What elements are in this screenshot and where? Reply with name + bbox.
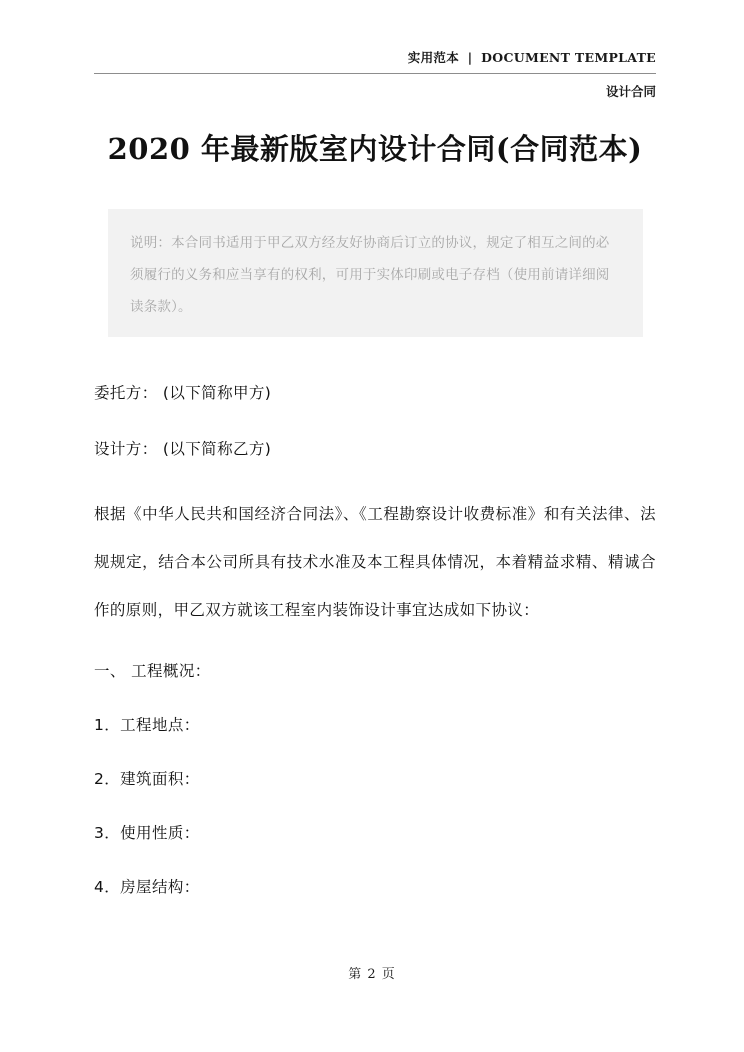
section-heading-one: 一、 工程概况： [94,662,211,680]
header-subtitle: 设计合同 [605,84,656,99]
list-item: 4．房屋结构： [94,878,200,896]
page-title: 2020 年最新版室内设计合同(合同范本) [107,132,643,166]
party-b-line: 设计方： (以下简称乙方) [94,440,272,458]
page-header [94,48,656,100]
list-item: 3．使用性质： [94,824,200,842]
header-brand-en: DOCUMENT TEMPLATE [481,50,656,65]
preamble-paragraph: 根据《中华人民共和国经济合同法》、《工程勘察设计收费标准》和有关法律、法规规定，结合本公司所具有技术水准及本工程具体情况，本着精益求精、精诚合作的原则，甲乙双方就该工程室内装饰设计事宜达成如下协议： [94,505,656,619]
party-a-line: 委托方： (以下简称甲方) [94,384,272,402]
document-body [94,378,656,926]
header-separator: | [467,50,473,65]
header-brand [94,48,656,73]
notice-box [108,209,643,337]
list-item: 1．工程地点： [94,716,200,734]
list-item: 2．建筑面积： [94,770,200,788]
page-footer: 第 2 页 [348,967,396,982]
notice-text: 说明：本合同书适用于甲乙双方经友好协商后订立的协议，规定了相互之间的必须履行的义务和应当享有的权利，可用于实体印刷或电子存档（使用前请详细阅读条款）。 [130,235,610,315]
header-brand-cn: 实用范本 [407,50,459,65]
